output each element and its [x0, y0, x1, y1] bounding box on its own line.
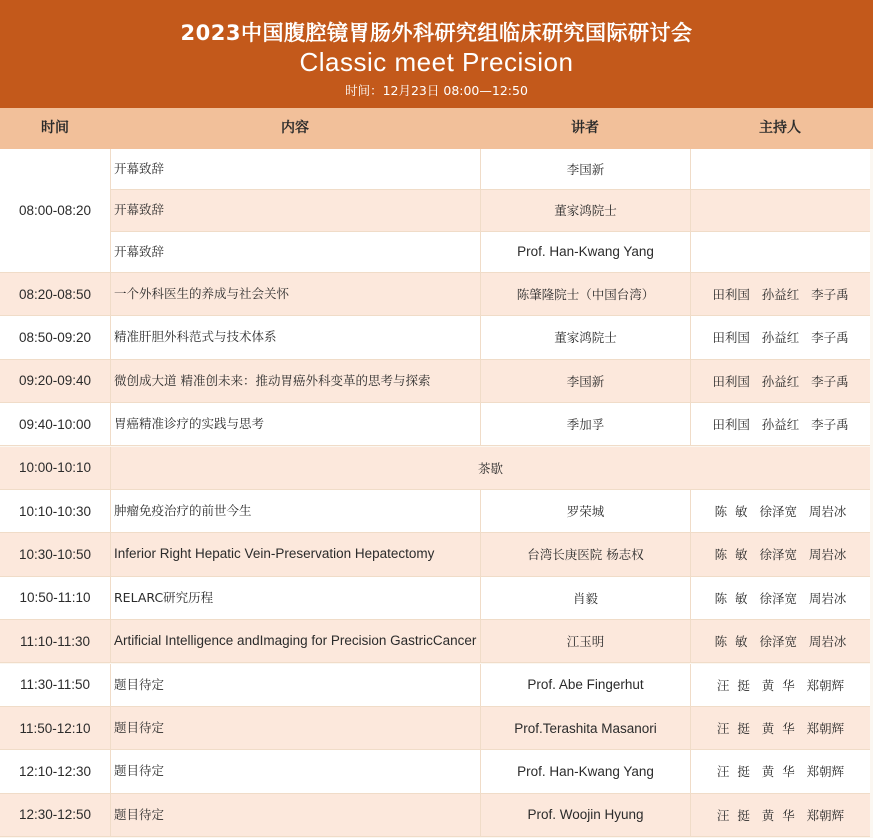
speaker-cell: 董家鸿院士 [480, 316, 690, 359]
speaker-cell: 江玉明 [480, 620, 690, 663]
host-cell: 陈 敏 徐泽宽 周岩冰 [690, 490, 870, 533]
content-cell: 微创成大道 精准创未来：推动胃癌外科变革的思考与探索 [110, 360, 480, 403]
host-cell: 田利国 孙益红 李子禹 [690, 360, 870, 403]
time-cell: 10:10-10:30 [0, 490, 110, 533]
host-cell [690, 232, 870, 273]
title-banner [0, 0, 873, 108]
time-cell: 12:30-12:50 [0, 794, 110, 837]
host-cell: 陈 敏 徐泽宽 周岩冰 [690, 620, 870, 663]
page-subtitle: Classic meet Precision [299, 47, 574, 77]
speaker-cell: Prof. Han-Kwang Yang [480, 232, 690, 273]
host-cell: 田利国 孙益红 李子禹 [690, 273, 870, 316]
speaker-cell: Prof.Terashita Masanori [480, 707, 690, 750]
time-cell: 10:00-10:10 [0, 447, 110, 490]
time-cell: 09:40-10:00 [0, 403, 110, 446]
time-cell: 11:50-12:10 [0, 707, 110, 750]
content-cell: 开幕致辞 [110, 232, 480, 273]
time-cell: 08:50-09:20 [0, 316, 110, 359]
host-cell: 田利国 孙益红 李子禹 [690, 316, 870, 359]
column-header-host: 主持人 [759, 120, 801, 136]
speaker-cell: 李国新 [480, 360, 690, 403]
content-cell: 题目待定 [110, 794, 480, 837]
content-cell: 题目待定 [110, 750, 480, 793]
content-cell: 一个外科医生的养成与社会关怀 [110, 273, 480, 316]
speaker-cell: 台湾长庚医院 杨志权 [480, 533, 690, 576]
content-cell: RELARC研究历程 [110, 577, 480, 620]
break-cell: 茶歇 [110, 447, 870, 490]
time-cell: 11:10-11:30 [0, 620, 110, 663]
time-cell: 10:50-11:10 [0, 577, 110, 620]
speaker-cell: 李国新 [480, 149, 690, 190]
host-cell: 陈 敏 徐泽宽 周岩冰 [690, 577, 870, 620]
host-cell: 汪 挺 黄 华 郑朝辉 [690, 794, 870, 837]
time-cell: 08:20-08:50 [0, 273, 110, 316]
speaker-cell: 董家鸿院士 [480, 190, 690, 231]
time-cell: 12:10-12:30 [0, 750, 110, 793]
speaker-cell: Prof. Han-Kwang Yang [480, 750, 690, 793]
time-cell: 08:00-08:20 [0, 149, 110, 273]
host-cell: 汪 挺 黄 华 郑朝辉 [690, 664, 870, 707]
speaker-cell: Prof. Woojin Hyung [480, 794, 690, 837]
host-cell: 汪 挺 黄 华 郑朝辉 [690, 750, 870, 793]
content-cell: 精准肝胆外科范式与技术体系 [110, 316, 480, 359]
content-cell: Artificial Intelligence andImaging for Precision GastricCancer [110, 620, 480, 663]
time-cell: 10:30-10:50 [0, 533, 110, 576]
speaker-cell: 季加孚 [480, 403, 690, 446]
host-cell [690, 190, 870, 231]
content-cell: 开幕致辞 [110, 149, 480, 190]
speaker-cell: 罗荣城 [480, 490, 690, 533]
column-header-time: 时间 [41, 120, 69, 136]
content-cell: 胃癌精准诊疗的实践与思考 [110, 403, 480, 446]
column-header-speaker: 讲者 [571, 120, 599, 136]
content-cell: 题目待定 [110, 707, 480, 750]
page-title: 2023中国腹腔镜胃肠外科研究组临床研究国际研讨会 [180, 21, 693, 45]
host-cell [690, 149, 870, 190]
time-cell: 11:30-11:50 [0, 664, 110, 707]
host-cell: 田利国 孙益红 李子禹 [690, 403, 870, 446]
time-cell: 09:20-09:40 [0, 360, 110, 403]
content-cell: 开幕致辞 [110, 190, 480, 231]
host-cell: 汪 挺 黄 华 郑朝辉 [690, 707, 870, 750]
content-cell: 肿瘤免疫治疗的前世今生 [110, 490, 480, 533]
host-cell: 陈 敏 徐泽宽 周岩冰 [690, 533, 870, 576]
speaker-cell: 肖毅 [480, 577, 690, 620]
speaker-cell: Prof. Abe Fingerhut [480, 664, 690, 707]
content-cell: 题目待定 [110, 664, 480, 707]
event-time: 时间：12月23日 08:00—12:50 [345, 83, 528, 98]
content-cell: Inferior Right Hepatic Vein-Preservation Hepatectomy [110, 533, 480, 576]
table-header [0, 108, 873, 149]
speaker-cell: 陈肇隆院士（中国台湾） [480, 273, 690, 316]
column-header-content: 内容 [281, 120, 309, 136]
